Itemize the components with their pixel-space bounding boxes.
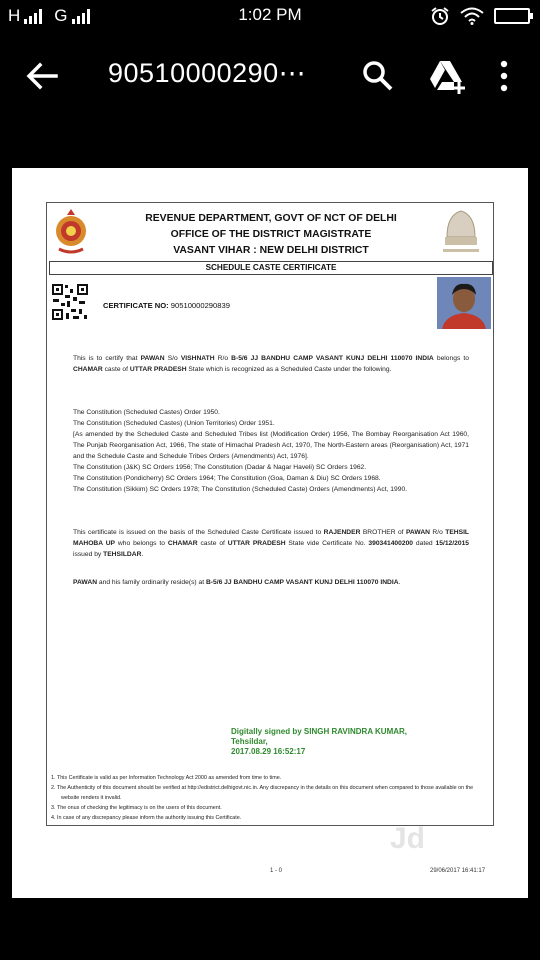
qr-code-icon <box>51 283 89 321</box>
app-bar <box>0 34 540 118</box>
certificate-number <box>103 301 230 310</box>
order-item: The Constitution (Scheduled Castes) (Union Territories) Order 1951. <box>73 420 275 427</box>
order-item: The Constitution (Scheduled Castes) Order 1950. <box>73 409 220 416</box>
network-type-1: H <box>8 6 21 25</box>
battery-icon <box>494 8 530 24</box>
document-title: 90510000290⋯ <box>108 58 307 88</box>
network-type-2: G <box>54 6 68 25</box>
note-item: 2. The Authenticity of this document should be verified at http://edistrict.delhigovt.nic.in. Any discrepancy in the details on this document when compared to those available on the website renders it invalid. <box>51 785 474 801</box>
residence-paragraph: PAWAN and his family ordinarily reside(s) at B-5/6 JJ BANDHU CAMP VASANT KUNJ DELHI 110070 INDIA. <box>73 579 401 586</box>
more-vert-icon[interactable] <box>494 56 514 96</box>
digital-signature: Digitally signed by SINGH RAVINDRA KUMAR, Tehsildar, 2017.08.29 16:52:17 <box>231 727 408 756</box>
certification-paragraph: This is to certify that PAWAN S/o VISHNATH R/o B-5/6 JJ BANDHU CAMP VASANT KUNJ DELHI 110070 INDIA belongs to CHAMAR caste of UTTAR PRADESH State which is recognized as a Scheduled Caste under the following. <box>73 355 469 373</box>
back-arrow-icon[interactable] <box>24 60 60 92</box>
note-item: 3. The onus of checking the legitimacy is on the users of this document. <box>51 805 222 811</box>
certificate <box>46 202 494 826</box>
certificate-number-value: 90510000290839 <box>170 301 230 310</box>
note-item: 4. In case of any discrepancy please inform the authority issuing this Certificate. <box>51 815 242 821</box>
order-item: The Constitution (J&K) SC Orders 1956; The Constitution (Dadar & Nagar Haveli) SC Orders 1962. <box>73 464 367 471</box>
constitution-orders <box>73 407 469 495</box>
search-icon[interactable] <box>360 58 396 94</box>
basis-paragraph: This certificate is issued on the basis of the Scheduled Caste Certificate issued to RAJENDER BROTHER of PAWAN R/o TEHSIL MAHOBA UP who belongs to CHAMAR caste of UTTAR PRADESH State vide Certificate No. 390341400200 dated 15/12/2015 issued by TEHSILDAR. <box>73 529 470 558</box>
note-item: 1. This Certificate is valid as per Information Technology Act 2000 as amended from time to time. <box>51 775 282 781</box>
wifi-icon <box>460 7 484 25</box>
order-item: [As amended by the Scheduled Caste and Scheduled Tribes list (Modification Order) 1956, The Bombay Reorganisation Act 1960, The Punjab Reorganisation Act, 1966, The state of Himachal Pradesh Act, 1970, The North-Eastern areas (Reorganisation) Act, 1971 and the Schedule Caste and Schedule Tribes Orders (Amendments) Act, 1976]. <box>73 431 469 460</box>
clock: 1:02 PM <box>238 5 302 24</box>
pdf-page[interactable] <box>12 168 528 898</box>
header-office: OFFICE OF THE DISTRICT MAGISTRATE <box>170 229 372 240</box>
header-department: REVENUE DEPARTMENT, GOVT OF NCT OF DELHI <box>145 213 397 224</box>
page-number: 1 - 0 <box>270 868 283 874</box>
order-item: The Constitution (Sikkim) SC Orders 1978; The Constitution (Scheduled Caste) Orders (Amendments) Act, 1990. <box>73 486 408 493</box>
applicant-photo <box>437 277 491 329</box>
order-item: The Constitution (Pondicherry) SC Orders 1964; The Constitution (Goa, Daman & Diu) SC Orders 1968. <box>73 475 381 482</box>
certificate-number-label: CERTIFICATE NO: <box>103 301 169 310</box>
certificate-title: SCHEDULE CASTE CERTIFICATE <box>49 261 493 275</box>
notes-list <box>51 773 491 823</box>
print-timestamp: 29/06/2017 16:41:17 <box>430 868 486 874</box>
add-to-drive-icon[interactable] <box>428 58 468 94</box>
header-district: VASANT VIHAR : NEW DELHI DISTRICT <box>173 245 369 256</box>
status-bar <box>0 0 540 34</box>
watermark: Jd <box>390 822 426 855</box>
alarm-icon <box>430 6 450 26</box>
